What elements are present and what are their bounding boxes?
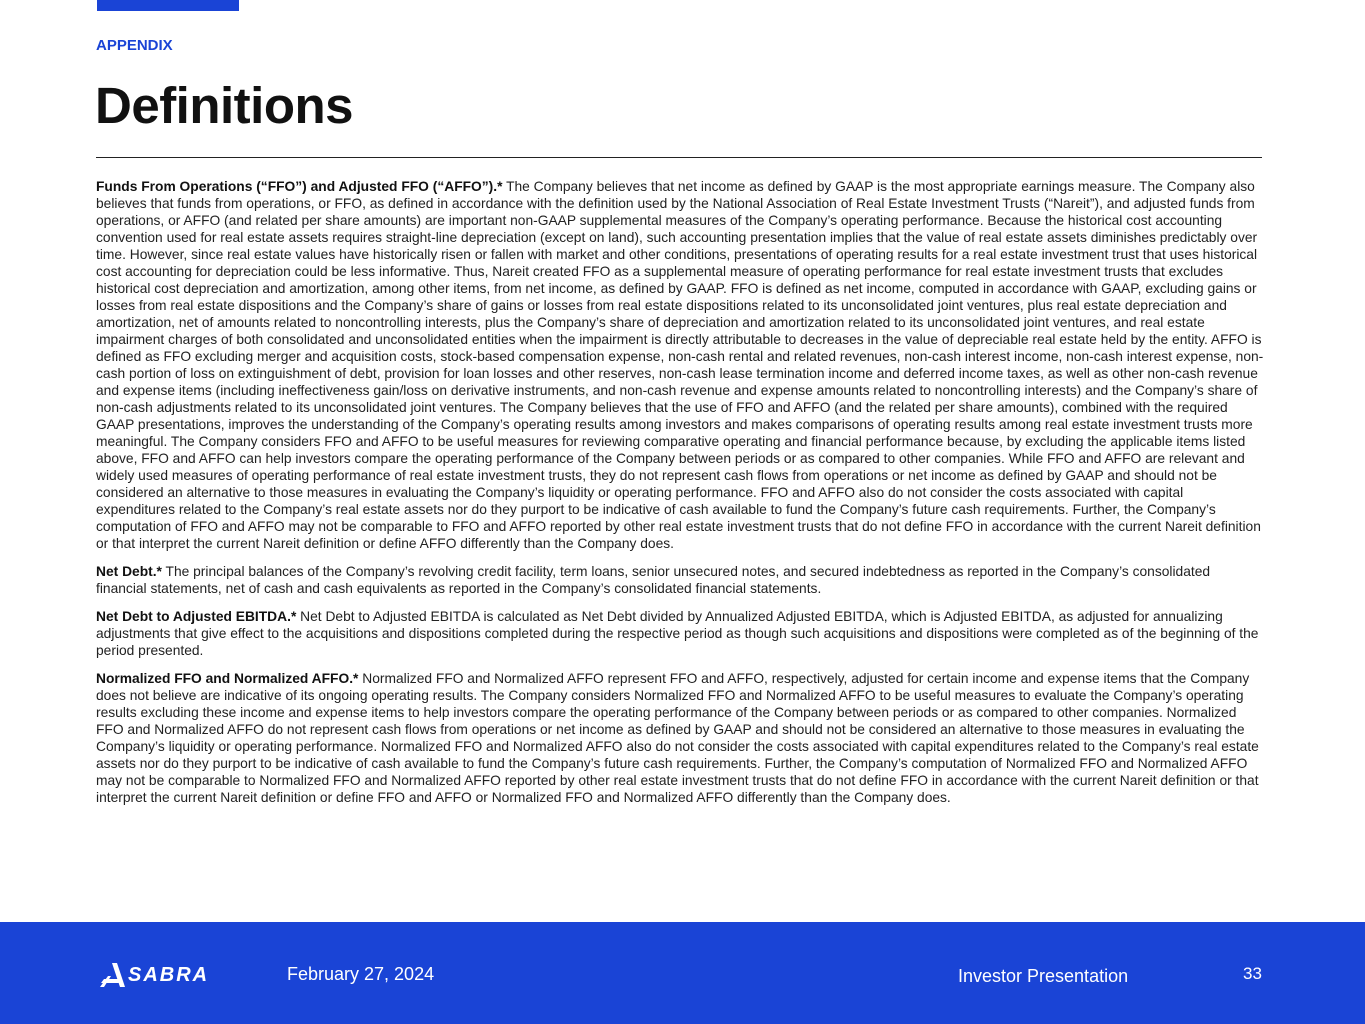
definition-term: Net Debt.* [96,564,162,579]
definition-term: Normalized FFO and Normalized AFFO.* [96,671,359,686]
title-divider [96,157,1262,158]
top-accent-bar [97,0,239,11]
page-title: Definitions [95,77,353,134]
footer-bar [0,922,1365,1024]
definition-ffo-affo [96,178,1264,552]
sabra-logo-icon [100,962,126,988]
page-number: 33 [1243,964,1262,983]
presentation-title: Investor Presentation [958,966,1129,986]
definition-text: The principal balances of the Company’s revolving credit facility, term loans, senior unsecured notes, and secured indebtedness as reported in the Company’s consolidated financial statements, net of cash and cash equivalents as reported in the Company’s consolidated financial statements. [96,564,1211,596]
definition-text: The Company believes that net income as defined by GAAP is the most appropriate earnings measure. The Company also believes that funds from operations, or FFO, as defined in accordance with the definition used by the National Association of Real Estate Investment Trusts (“Nareit”), and adjusted funds from operations, or AFFO (and related per share amounts) are important non-GAAP supplemental measures of the Company’s operating performance. Because the historical cost accounting convention used for real estate assets requires straight-line depreciation (except on land), such accounting presentation implies that the value of real estate assets diminishes predictably over time. However, since real estate values have historically risen or fallen with market and other conditions, presentations of operating results for a real estate investment trust that uses historical cost accounting for depreciation could be less informative. Thus, Nareit created FFO as a supplemental measure of operating performance for real estate investment trusts that excludes historical cost depreciation and amortization, among other items, from net income, as defined by GAAP. FFO is defined as net income, computed in accordance with GAAP, excluding gains or losses from real estate dispositions and the Company’s share of gains or losses from real estate dispositions related to its unconsolidated joint ventures, plus real estate depreciation and amortization, net of amounts related to noncontrolling interests, plus the Company’s share of depreciation and amortization related to its unconsolidated joint ventures, and real estate impairment charges of both consolidated and unconsolidated entities when the impairment is directly attributable to decreases in the value of depreciable real estate held by the entity. AFFO is defined as FFO excluding merger and acquisition costs, stock-based compensation expense, non-cash rental and related revenues, non-cash interest income, non-cash interest expense, non-cash portion of loss on extinguishment of debt, provision for loan losses and other reserves, non-cash lease termination income and deferred income taxes, as well as other non-cash revenue and expense items (including ineffectiveness gain/loss on derivative instruments, and non-cash revenue and expense amounts related to noncontrolling interests) and the Company’s share of non-cash adjustments related to its unconsolidated joint ventures. The Company believes that the use of FFO and AFFO (and the related per share amounts), combined with the required GAAP presentations, improves the understanding of the Company’s operating results among investors and makes comparisons of operating results among real estate investment trusts more meaningful. The Company considers FFO and AFFO to be useful measures for reviewing comparative operating and financial performance because, by excluding the applicable items listed above, FFO and AFFO can help investors compare the operating performance of the Company between periods or as compared to other companies. While FFO and AFFO are relevant and widely used measures of operating performance of real estate investment trusts, they do not represent cash flows from operations or net income as defined by GAAP and should not be considered an alternative to those measures in evaluating the Company’s liquidity or operating performance. FFO and AFFO also do not consider the costs associated with capital expenditures related to the Company’s real estate assets nor do they purport to be indicative of cash available to fund the Company’s future cash requirements. Further, the Company’s computation of FFO and AFFO may not be comparable to FFO and AFFO reported by other real estate investment trusts that do not define FFO in accordance with the current Nareit definition or that interpret the current Nareit definition or define AFFO differently than the Company does. [96,179,1264,551]
definition-term: Funds From Operations (“FFO”) and Adjusted FFO (“AFFO”).* [96,179,503,194]
definition-term: Net Debt to Adjusted EBITDA.* [96,609,297,624]
presentation-date: February 27, 2024 [287,964,435,984]
definition-net-debt [96,563,1264,597]
sabra-logo [100,962,209,988]
section-label: APPENDIX [96,37,173,54]
definition-text: Normalized FFO and Normalized AFFO represent FFO and AFFO, respectively, adjusted for certain income and expense items that the Company does not believe are indicative of its ongoing operating results. The Company considers Normalized FFO and Normalized AFFO to be useful measures to evaluate the Company’s operating results excluding these income and expense items to help investors compare the operating performance of the Company between periods or as compared to other companies. Normalized FFO and Normalized AFFO do not represent cash flows from operations or net income as defined by GAAP and should not be considered an alternative to those measures in evaluating the Company’s liquidity or operating performance. Normalized FFO and Normalized AFFO also do not consider the costs associated with capital expenditures related to the Company’s real estate assets nor do they purport to be indicative of cash available to fund the Company’s future cash requirements. Further, the Company’s computation of Normalized FFO and Normalized AFFO may not be comparable to Normalized FFO and Normalized AFFO reported by other real estate investment trusts that do not define FFO in accordance with the current Nareit definition or that interpret the current Nareit definition or define FFO and AFFO or Normalized FFO and Normalized AFFO differently than the Company does. [96,671,1259,805]
definition-net-debt-to-ebitda [96,608,1264,659]
definitions-body [96,178,1264,817]
definition-text: Net Debt to Adjusted EBITDA is calculated as Net Debt divided by Annualized Adjusted EBITDA, which is Adjusted EBITDA, as adjusted for annualizing adjustments that give effect to the acquisitions and dispositions completed during the respective period as though such acquisitions and dispositions were completed as of the beginning of the period presented. [96,609,1259,658]
definition-normalized-ffo-affo [96,670,1264,806]
logo-wordmark: SABRA [128,963,210,986]
